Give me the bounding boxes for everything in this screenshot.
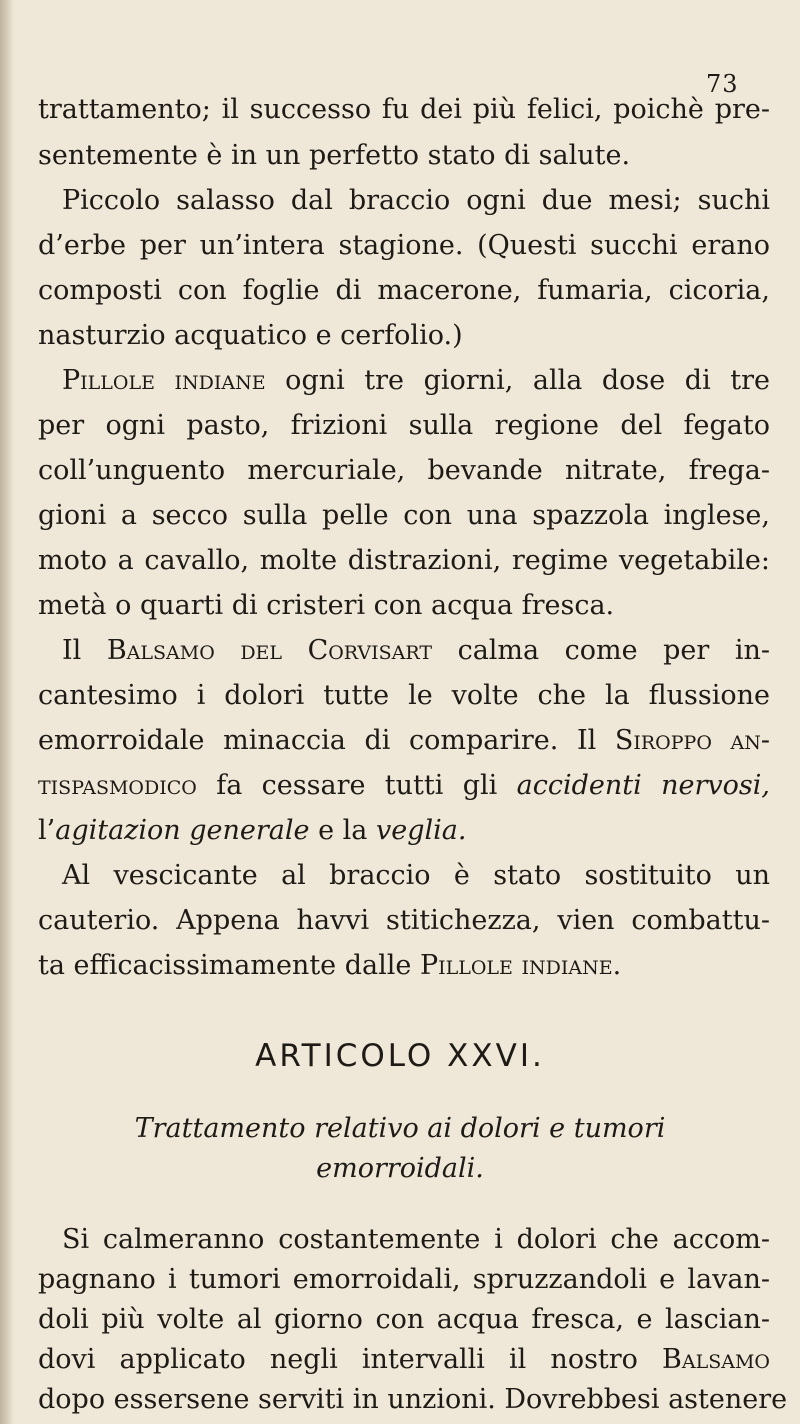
text-line: per ogni pasto, frizioni sulla regione del fegato — [38, 410, 770, 441]
text-line: ta efficacissimamente dalle Pillole indiane. — [38, 950, 622, 981]
drug-name: tispasmodico — [38, 770, 197, 801]
text-line: d’erbe per un’intera stagione. (Questi succhi erano — [38, 230, 770, 261]
text-line: cantesimo i dolori tutte le volte che la flussione — [38, 680, 770, 711]
section-subtitle-line-1: Trattamento relativo ai dolori e tumori — [134, 1113, 666, 1144]
text-line: moto a cavallo, molte distrazioni, regime vegetabile: — [38, 545, 770, 576]
text-line: composti con foglie di macerone, fumaria, cicoria, — [38, 275, 770, 306]
text-line: Al vescicante al braccio è stato sostituito un — [62, 860, 770, 891]
page-number: 73 — [706, 70, 739, 98]
text-line: coll’unguento mercuriale, bevande nitrate, frega- — [38, 455, 770, 486]
text-line: l’agitazion generale e la veglia. — [38, 815, 467, 846]
italic-phrase: accidenti nervosi, — [516, 770, 770, 801]
text-line: doli più volte al giorno con acqua fresca, e lascian- — [38, 1304, 770, 1335]
text-line: Si calmeranno costantemente i dolori che accom- — [62, 1224, 770, 1255]
drug-name: Balsamo — [662, 1344, 770, 1375]
text-line: Piccolo salasso dal braccio ogni due mesi; suchi — [62, 185, 770, 216]
text-line: dopo essersene serviti in unzioni. Dovrebbesi astenere — [38, 1384, 788, 1415]
text-line: metà o quarti di cristeri con acqua fresca. — [38, 590, 615, 621]
drug-name: Pillole indiane — [62, 365, 266, 396]
text-line: Il Balsamo del Corvisart calma come per in- — [62, 635, 770, 666]
text-line: gioni a secco sulla pelle con una spazzola inglese, — [38, 500, 770, 531]
drug-name: Balsamo del Corvisart — [106, 635, 433, 666]
italic-phrase: agitazion generale — [55, 815, 310, 846]
text-line: dovi applicato negli intervalli il nostro Balsamo — [38, 1344, 770, 1375]
italic-phrase: veglia. — [376, 815, 467, 846]
section-heading: ARTICOLO XXVI. — [255, 1038, 545, 1074]
text-line: nasturzio acquatico e cerfolio.) — [38, 320, 463, 351]
drug-name: Pillole indiane. — [419, 950, 622, 981]
text-line: pagnano i tumori emorroidali, spruzzandoli e lavan- — [38, 1264, 770, 1295]
text-line: emorroidale minaccia di comparire. Il Siroppo an- — [38, 725, 770, 756]
text-line: tispasmodico fa cessare tutti gli accidenti nervosi, — [38, 770, 770, 801]
text-line: trattamento; il successo fu dei più felici, poichè pre- — [38, 94, 770, 125]
text-line: sentemente è in un perfetto stato di salute. — [38, 140, 631, 171]
section-subtitle-line-2: emorroidali. — [316, 1153, 484, 1184]
text-line: Pillole indiane ogni tre giorni, alla dose di tre — [62, 365, 771, 396]
text-line: cauterio. Appena havvi stitichezza, vien combattu- — [38, 905, 770, 936]
drug-name: Siroppo an- — [614, 725, 770, 756]
book-gutter-shadow — [0, 0, 14, 1424]
